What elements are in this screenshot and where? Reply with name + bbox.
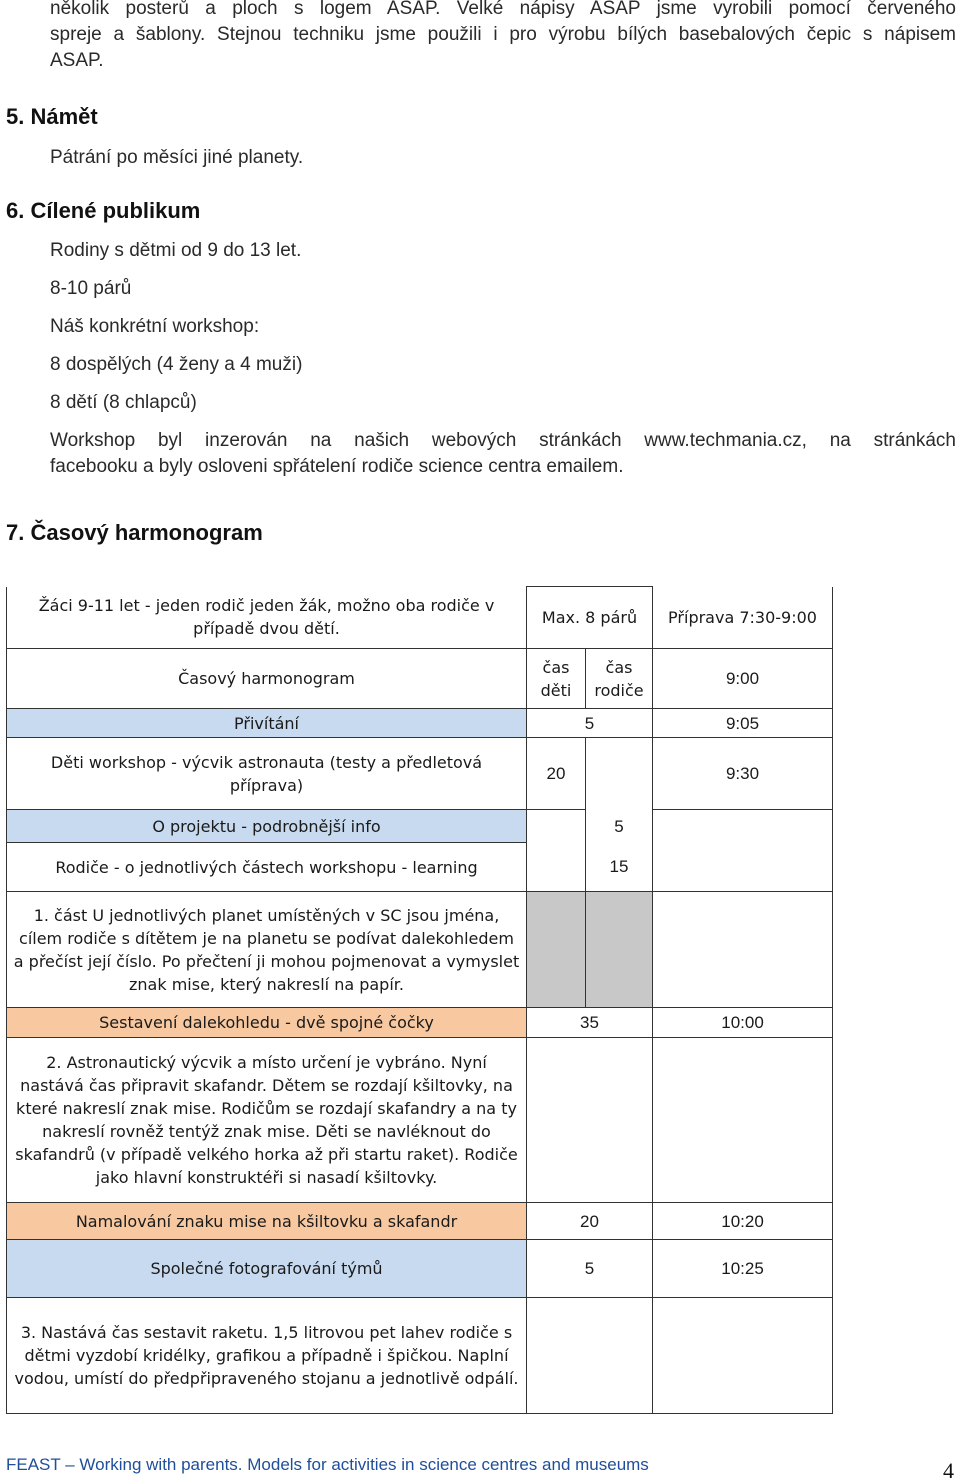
header-max-pairs: Max. 8 párů: [527, 587, 653, 649]
table-row: [7, 810, 833, 843]
row-duration: 35: [527, 1008, 653, 1038]
children-count: 8 dětí (8 chlapců): [50, 392, 197, 413]
row-time: 9:30: [653, 738, 833, 810]
workshop-label: Náš konkrétní workshop:: [50, 316, 260, 337]
row-activity: Děti workshop - výcvik astronauta (testy a předletová příprava): [7, 738, 527, 810]
adults-count: 8 dospělých (4 ženy a 4 muži): [50, 354, 303, 375]
row-activity: Přivítání: [7, 709, 527, 738]
section-7-heading: 7. Časový harmonogram: [6, 520, 263, 545]
advertising-line-1: Workshop byl inzerován na našich webových stránkách www.techmania.cz, na stránkách: [50, 430, 956, 451]
row-duration: [527, 1038, 653, 1203]
row-time: [653, 810, 833, 843]
header-time-children: čas děti: [527, 649, 586, 709]
section-5-text: Pátrání po měsíci jiné planety.: [50, 147, 304, 168]
row-duration-children: [527, 892, 586, 1008]
audience-age: Rodiny s dětmi od 9 do 13 let.: [50, 240, 302, 261]
intro-line-3: ASAP.: [50, 50, 104, 71]
row-duration-children: [527, 843, 586, 892]
table-row: [7, 1298, 833, 1414]
schedule-table: [6, 586, 834, 1414]
row-time: [653, 1298, 833, 1414]
row-duration: 5: [527, 709, 653, 738]
row-time: 10:20: [653, 1203, 833, 1240]
header-preparation: Příprava 7:30-9:00: [653, 587, 833, 649]
table-row: [7, 1240, 833, 1298]
table-row: [7, 1038, 833, 1203]
row-duration-children: [527, 810, 586, 843]
header-time-parents: čas rodiče: [586, 649, 653, 709]
row-duration: 20: [527, 1203, 653, 1240]
table-row: [7, 843, 833, 892]
row-activity: 3. Nastává čas sestavit raketu. 1,5 litrovou pet lahev rodiče s dětmi vyzdobí kridélky, grafikou a případně i špičkou. Naplní vodou, umístí do předpřipraveného stojanu a jednotlivě odpálí.: [7, 1298, 527, 1414]
table-row: [7, 892, 833, 1008]
advertising-line-2: facebooku a byly osloveni spřátelení rodiče science centra emailem.: [50, 456, 624, 477]
section-5-heading: 5. Námět: [6, 104, 98, 129]
table-row: [7, 1008, 833, 1038]
page-number: 4: [943, 1458, 954, 1483]
row-activity: 1. část U jednotlivých planet umístěných v SC jsou jména, cílem rodiče s dítětem je na planetu se podívat dalekohledem a přečíst její číslo. Po přečtení ji mohou pojmenovat a vymyslet znak mise, který nakreslí na papír.: [7, 892, 527, 1008]
header-start-time: 9:00: [653, 649, 833, 709]
row-duration-parents: 15: [586, 843, 653, 892]
row-time: 10:25: [653, 1240, 833, 1298]
row-duration-parents: [586, 738, 653, 810]
row-time: [653, 1038, 833, 1203]
row-activity: 2. Astronautický výcvik a místo určení je vybráno. Nyní nastává čas připravit skafandr. Dětem se rozdají kšiltovky, na které nakreslí znak mise. Rodičům se rozdají skafandry a na ty nakreslí rovněž tentýž znak mise. Děti se navléknout do skafandrů (v případě velkého horka až při startu raket). Rodiče jako hlavní konstruktéři si nasadí kšiltovky.: [7, 1038, 527, 1203]
footer-text: FEAST – Working with parents. Models for activities in science centres and museums: [6, 1455, 649, 1474]
table-header-row-2: [7, 649, 833, 709]
row-activity: Namalování znaku mise na kšiltovku a skafandr: [7, 1203, 527, 1240]
header-description: Žáci 9-11 let - jeden rodič jeden žák, možno oba rodiče v případě dvou dětí.: [7, 587, 527, 649]
row-duration-children: 20: [527, 738, 586, 810]
row-activity: Rodiče - o jednotlivých částech workshopu - learning: [7, 843, 527, 892]
row-time: 9:05: [653, 709, 833, 738]
intro-line-1: několik posterů a ploch s logem ASAP. Velké nápisy ASAP jsme vyrobili pomocí červeného: [50, 0, 956, 19]
table-row: [7, 1203, 833, 1240]
row-duration: 5: [527, 1240, 653, 1298]
intro-line-2: spreje a šablony. Stejnou techniku jsme použili i pro výrobu bílých basebalových čepic s nápisem: [50, 24, 956, 45]
row-time: [653, 843, 833, 892]
table-row: [7, 738, 833, 810]
row-time: [653, 892, 833, 1008]
row-duration-parents: [586, 892, 653, 1008]
section-6-heading: 6. Cílené publikum: [6, 198, 201, 223]
table-header-row-1: [7, 587, 833, 649]
row-duration: [527, 1298, 653, 1414]
row-time: 10:00: [653, 1008, 833, 1038]
row-duration-parents: 5: [586, 810, 653, 843]
table-row: [7, 709, 833, 738]
row-activity: O projektu - podrobnější info: [7, 810, 527, 843]
row-activity: Sestavení dalekohledu - dvě spojné čočky: [7, 1008, 527, 1038]
audience-pairs: 8-10 párů: [50, 278, 132, 299]
row-activity: Společné fotografování týmů: [7, 1240, 527, 1298]
header-schedule-label: Časový harmonogram: [7, 649, 527, 709]
